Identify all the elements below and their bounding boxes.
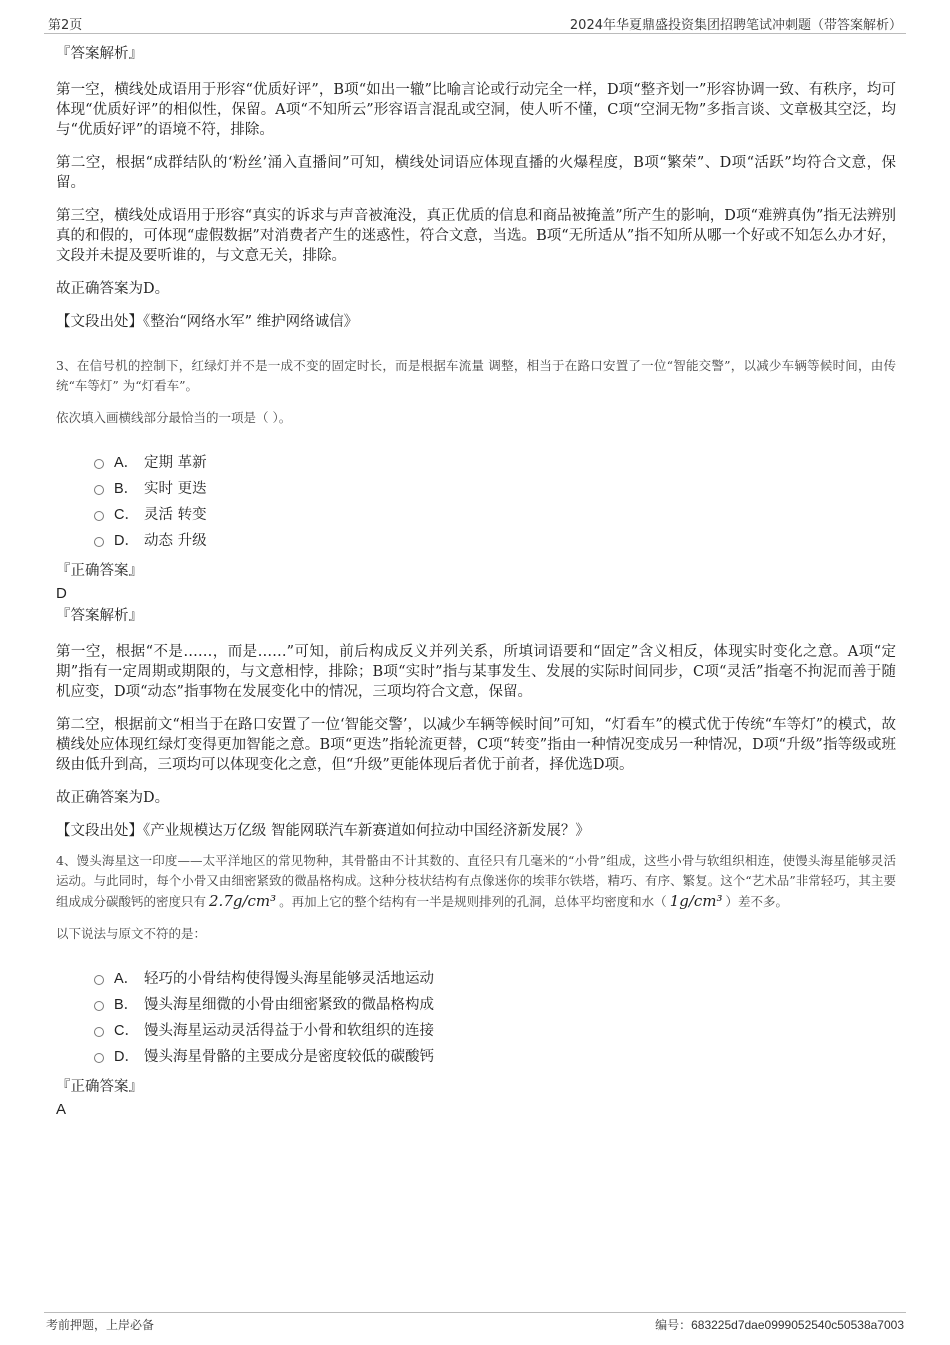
option-letter: D． (114, 533, 139, 549)
option-letter: B． (114, 481, 139, 497)
option-letter: C． (114, 507, 139, 523)
analysis-conclusion: 故正确答案为D。 (56, 790, 170, 806)
analysis-paragraph: 第一空，根据“不是……，而是……”可知，前后构成反义并列关系，所填词语要和“固定”含义相反，体现实时变化之意。A项“定期”指有一定周期或期限的，与文意相悖，排除；B项“实时”指与某事发生、发展的实际时间同步，C项“灵活”指毫不拘泥而善于随机应变，D项“动态”指事物在发展变化中的情况，三项均符合文意，保留。 (56, 644, 896, 700)
document-code (655, 1316, 904, 1333)
radio-icon[interactable] (94, 975, 104, 985)
question-4-options (94, 966, 896, 1070)
footer-slogan: 考前押题，上岸必备 (46, 1318, 155, 1332)
question-4-text-part: 4、馒头海星这一印度——太平洋地区的常见物种，其骨骼由不计其数的、直径只有几毫米的“小骨”组成，这些小骨与软组织相连，使馒头海星能够灵活运动。与此同时，每个小骨又由细密紧致的微晶格构成。这种分枝状结构有点像迷你的埃菲尔铁塔，精巧、有序、繁复。这个“艺术品”非常轻巧，其主要组成成分碳酸钙的密度只有 (56, 853, 896, 909)
radio-icon[interactable] (94, 511, 104, 521)
question-4-text-part: ）差不多。 (725, 894, 789, 909)
density-water: 1g/cm³ (669, 892, 723, 910)
option-text: 动态 升级 (144, 533, 207, 549)
code-value: 683225d7dae0999052540c50538a7003 (691, 1318, 904, 1332)
document-body (56, 44, 896, 1122)
option-letter: D． (114, 1049, 139, 1065)
density-caco3: 2.7g/cm³ (209, 892, 277, 910)
option-b[interactable] (94, 992, 896, 1018)
radio-icon[interactable] (94, 1053, 104, 1063)
option-letter: B． (114, 997, 139, 1013)
analysis-label: 『答案解析』 (56, 46, 143, 62)
document-title: 2024年华夏鼎盛投资集团招聘笔试冲刺题（带答案解析） (569, 18, 902, 33)
analysis-paragraph: 第二空，根据前文“相当于在路口安置了一位‘智能交警’，以减少车辆等候时间”可知，“灯看车”的模式优于传统“车等灯”的模式，故横线处应体现红绿灯变得更加智能之意。B项“更迭”指轮流更替，C项“转变”指由一种情况变成另一种情况，D项“升级”指等级或班级由低升到高，三项均可以体现变化之意，但“升级”更能体现后者优于前者，择优选D项。 (56, 717, 896, 773)
option-text: 实时 更迭 (144, 481, 207, 497)
option-letter: A． (114, 455, 139, 471)
radio-icon[interactable] (94, 1001, 104, 1011)
radio-icon[interactable] (94, 459, 104, 469)
correct-answer-label: 『正确答案』 (56, 1079, 143, 1095)
radio-icon[interactable] (94, 485, 104, 495)
question-3-prompt: 依次填入画横线部分最恰当的一项是（ ）。 (56, 410, 292, 425)
option-text: 馒头海星细微的小骨由细密紧致的微晶格构成 (144, 997, 434, 1013)
option-c[interactable] (94, 502, 896, 528)
question-4-text (56, 851, 896, 912)
option-letter: A． (114, 971, 139, 987)
question-4-text-part: 。再加上它的整个结构有一半是规则排列的孔洞，总体平均密度和水（ (279, 894, 667, 909)
option-d[interactable] (94, 528, 896, 554)
option-text: 馒头海星骨骼的主要成分是密度较低的碳酸钙 (144, 1049, 434, 1065)
option-text: 轻巧的小骨结构使得馒头海星能够灵活地运动 (144, 971, 434, 987)
option-text: 馒头海星运动灵活得益于小骨和软组织的连接 (144, 1023, 434, 1039)
analysis-label: 『答案解析』 (56, 608, 143, 624)
option-letter: C． (114, 1023, 139, 1039)
correct-answer-value: A (56, 1101, 67, 1118)
page-footer (44, 1312, 906, 1341)
analysis-paragraph: 第三空，横线处成语用于形容“真实的诉求与声音被淹没，真正优质的信息和商品被掩盖”所产生的影响，D项“难辨真伪”指无法辨别真的和假的，可体现“虚假数据”对消费者产生的迷惑性，符合文意，当选。B项“无所适从”指不知所从哪一个好或不知怎么办才好，文段并未提及要听谁的，与文意无关，排除。 (56, 208, 896, 264)
question-3-text: 3、在信号机的控制下，红绿灯并不是一成不变的固定时长，而是根据车流量 调整，相当于在路口安置了一位“智能交警”，以减少车辆等候时间，由传统“车等灯” 为“灯看车”。 (56, 358, 896, 393)
analysis-conclusion: 故正确答案为D。 (56, 281, 170, 297)
analysis-paragraph: 第一空，横线处成语用于形容“优质好评”，B项“如出一辙”比喻言论或行动完全一样，D项“整齐划一”形容协调一致、有秩序，均可体现“优质好评”的相似性，保留。A项“不知所云”形容语言混乱或空洞，使人听不懂，C项“空洞无物”多指言谈、文章极其空泛，均与“优质好评”的语境不符，排除。 (56, 82, 896, 138)
source-citation: 【文段出处】《整治“网络水军” 维护网络诚信》 (56, 314, 359, 330)
option-text: 灵活 转变 (144, 507, 207, 523)
question-3-options (94, 450, 896, 554)
page-header (44, 12, 906, 34)
correct-answer-label: 『正确答案』 (56, 563, 143, 579)
analysis-paragraph: 第二空，根据“成群结队的‘粉丝’涌入直播间”可知，横线处词语应体现直播的火爆程度，B项“繁荣”、D项“活跃”均符合文意，保留。 (56, 155, 896, 191)
source-citation: 【文段出处】《产业规模达万亿级 智能网联汽车新赛道如何拉动中国经济新发展？》 (56, 823, 590, 839)
page-number: 第2页 (48, 18, 83, 33)
radio-icon[interactable] (94, 1027, 104, 1037)
correct-answer-value: D (56, 585, 67, 602)
option-a[interactable] (94, 450, 896, 476)
option-b[interactable] (94, 476, 896, 502)
option-c[interactable] (94, 1018, 896, 1044)
option-text: 定期 革新 (144, 455, 207, 471)
code-label: 编号： (655, 1318, 692, 1332)
option-a[interactable] (94, 966, 896, 992)
option-d[interactable] (94, 1044, 896, 1070)
question-4-prompt: 以下说法与原文不符的是： (56, 926, 207, 941)
radio-icon[interactable] (94, 537, 104, 547)
